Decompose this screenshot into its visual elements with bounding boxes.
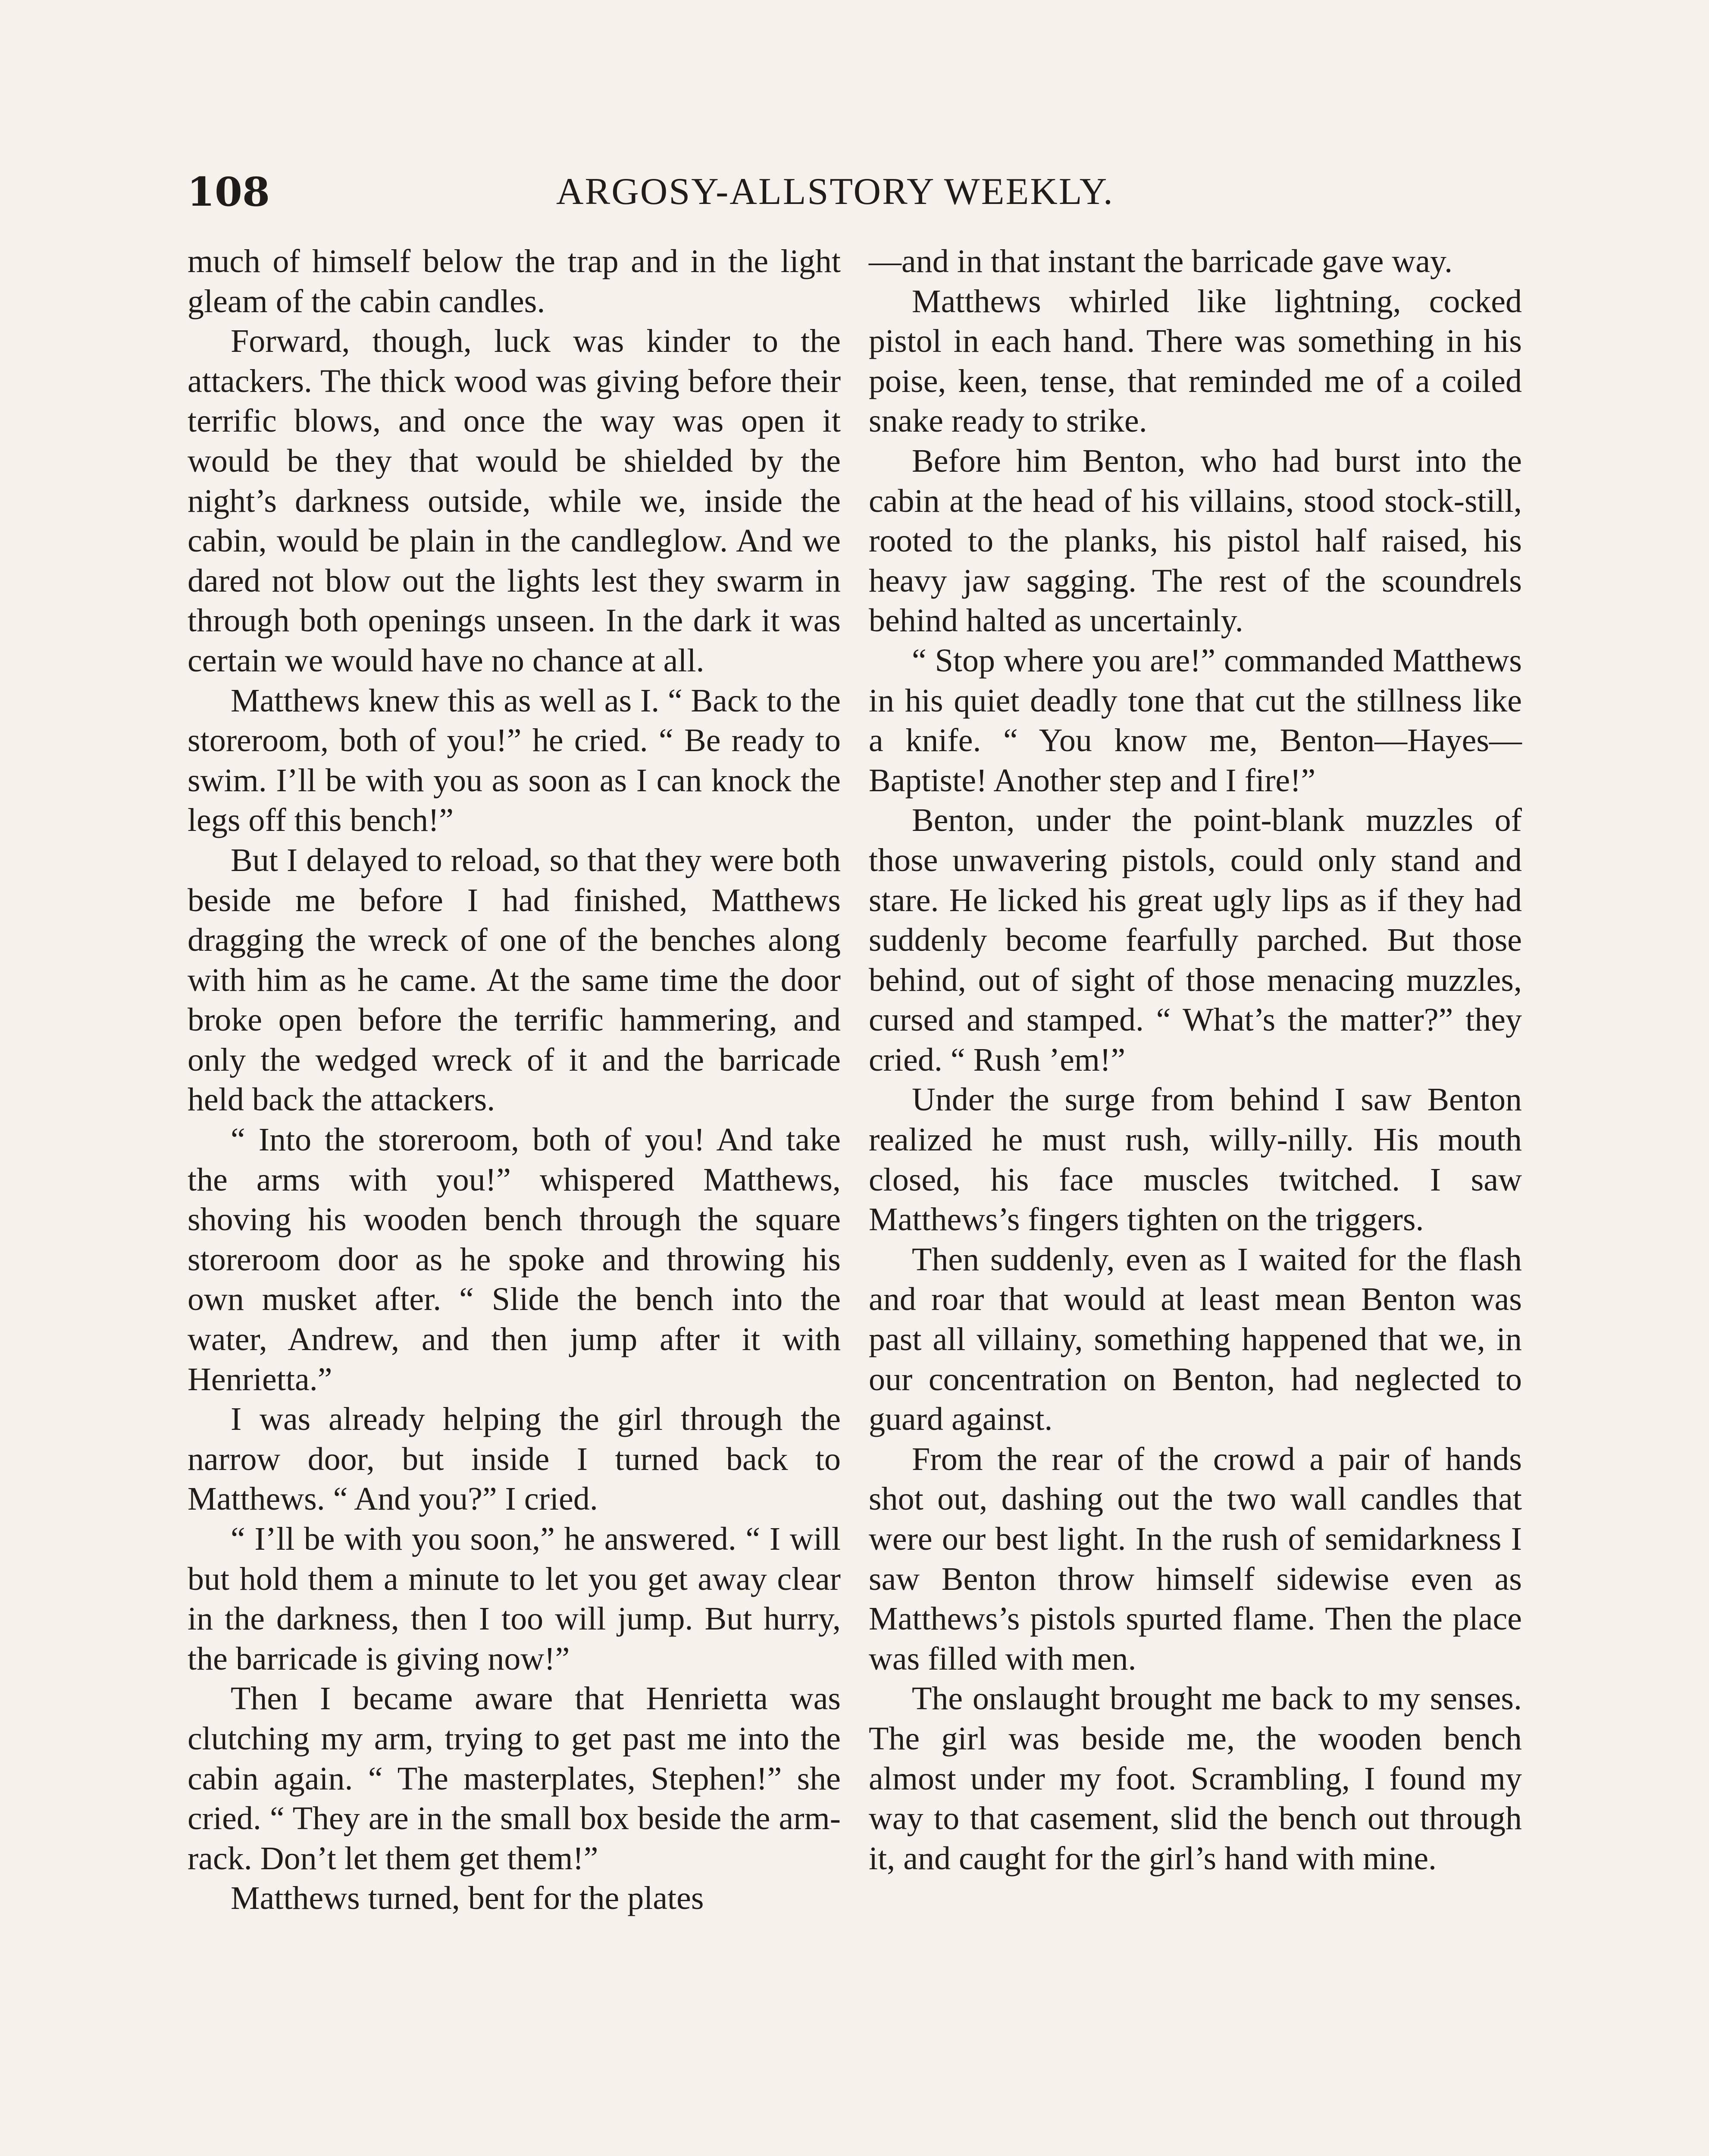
paragraph: Benton, under the point-blank muzzles of those unwavering pistols, could only stand and stare. He licked his great ugly lips as if they had suddenly become fearfully parched. But those behind, out of sight of those menacing muzzles, cursed and stamped. “ What’s the matter?” they cried. “ Rush ’em!” — [869, 802, 1522, 1078]
paragraph: Matthews whirled like lightning, cocked pistol in each hand. There was something in his poise, keen, tense, that reminded me of a coiled snake ready to strike. — [869, 283, 1522, 439]
paragraph: —and in that instant the barricade gave way. — [869, 243, 1453, 279]
paragraph: But I delayed to reload, so that they were both beside me before I had finished, Matthews dragging the wreck of one of the benches along with him as he came. At the same time the door broke open before the terrific hammering, and only the wedged wreck of it and the barricade held back the attackers. — [188, 842, 841, 1118]
paragraph: Under the surge from behind I saw Benton realized he must rush, willy-nilly. His mouth closed, his face muscles twitched. I saw Matthews’s fingers tighten on the triggers. — [869, 1081, 1522, 1238]
paragraph: I was already helping the girl through the narrow door, but inside I turned back to Matthews. “ And you?” I cried. — [188, 1401, 841, 1517]
paragraph: Forward, though, luck was kinder to the attackers. The thick wood was giving before their terrific blows, and once the way was open it would be they that would be shielded by the night’s darkness outside, while we, inside the cabin, would be plain in the candleglow. And we dared not blow out the lights lest they swarm in through both openings unseen. In the dark it was certain we would have no chance at all. — [188, 323, 841, 679]
paragraph: “ Stop where you are!” commanded Matthews in his quiet deadly tone that cut the stillness like a knife. “ You know me, Benton—Hayes—Baptiste! Another step and I fire!” — [869, 642, 1522, 799]
left-column — [188, 241, 841, 1918]
paragraph: Then suddenly, even as I waited for the flash and roar that would at least mean Benton was past all villainy, something happened that we, in our concentration on Benton, had neglected to guard against. — [869, 1241, 1522, 1438]
paragraph: The onslaught brought me back to my senses. The girl was beside me, the wooden bench almost under my foot. Scrambling, I found my way to that casement, slid the bench out through it, and caught for the girl’s hand with mine. — [869, 1680, 1522, 1877]
page-header — [0, 162, 1709, 226]
running-head: ARGOSY-ALLSTORY WEEKLY. — [556, 171, 1114, 213]
right-column — [869, 241, 1522, 1878]
paragraph: “ Into the storeroom, both of you! And take the arms with you!” whispered Matthews, shoving his wooden bench through the square storeroom door as he spoke and throwing his own musket after. “ Slide the bench into the water, Andrew, and then jump after it with Henrietta.” — [188, 1122, 841, 1398]
page-number: 108 — [187, 169, 270, 215]
paragraph: much of himself below the trap and in the light gleam of the cabin candles. — [188, 243, 841, 320]
paragraph: Matthews turned, bent for the plates — [231, 1880, 704, 1917]
paragraph: From the rear of the crowd a pair of hands shot out, dashing out the two wall candles that were our best light. In the rush of semidarkness I saw Benton throw himself sidewise even as Matthews’s pistols spurted flame. Then the place was filled with men. — [869, 1441, 1522, 1677]
paragraph: Before him Benton, who had burst into the cabin at the head of his villains, stood stock-still, rooted to the planks, his pistol half raised, his heavy jaw sagging. The rest of the scoundrels behind halted as uncertainly. — [869, 442, 1522, 639]
paragraph: “ I’ll be with you soon,” he answered. “ I will but hold them a minute to let you get away clear in the darkness, then I too will jump. But hurry, the barricade is giving now!” — [188, 1521, 841, 1677]
paragraph: Then I became aware that Henrietta was clutching my arm, trying to get past me into the cabin again. “ The masterplates, Stephen!” she cried. “ They are in the small box beside the arm-rack. Don’t let them get them!” — [188, 1680, 841, 1877]
paragraph: Matthews knew this as well as I. “ Back to the storeroom, both of you!” he cried. “ Be ready to swim. I’ll be with you as soon as I can knock the legs off this bench!” — [188, 682, 841, 839]
